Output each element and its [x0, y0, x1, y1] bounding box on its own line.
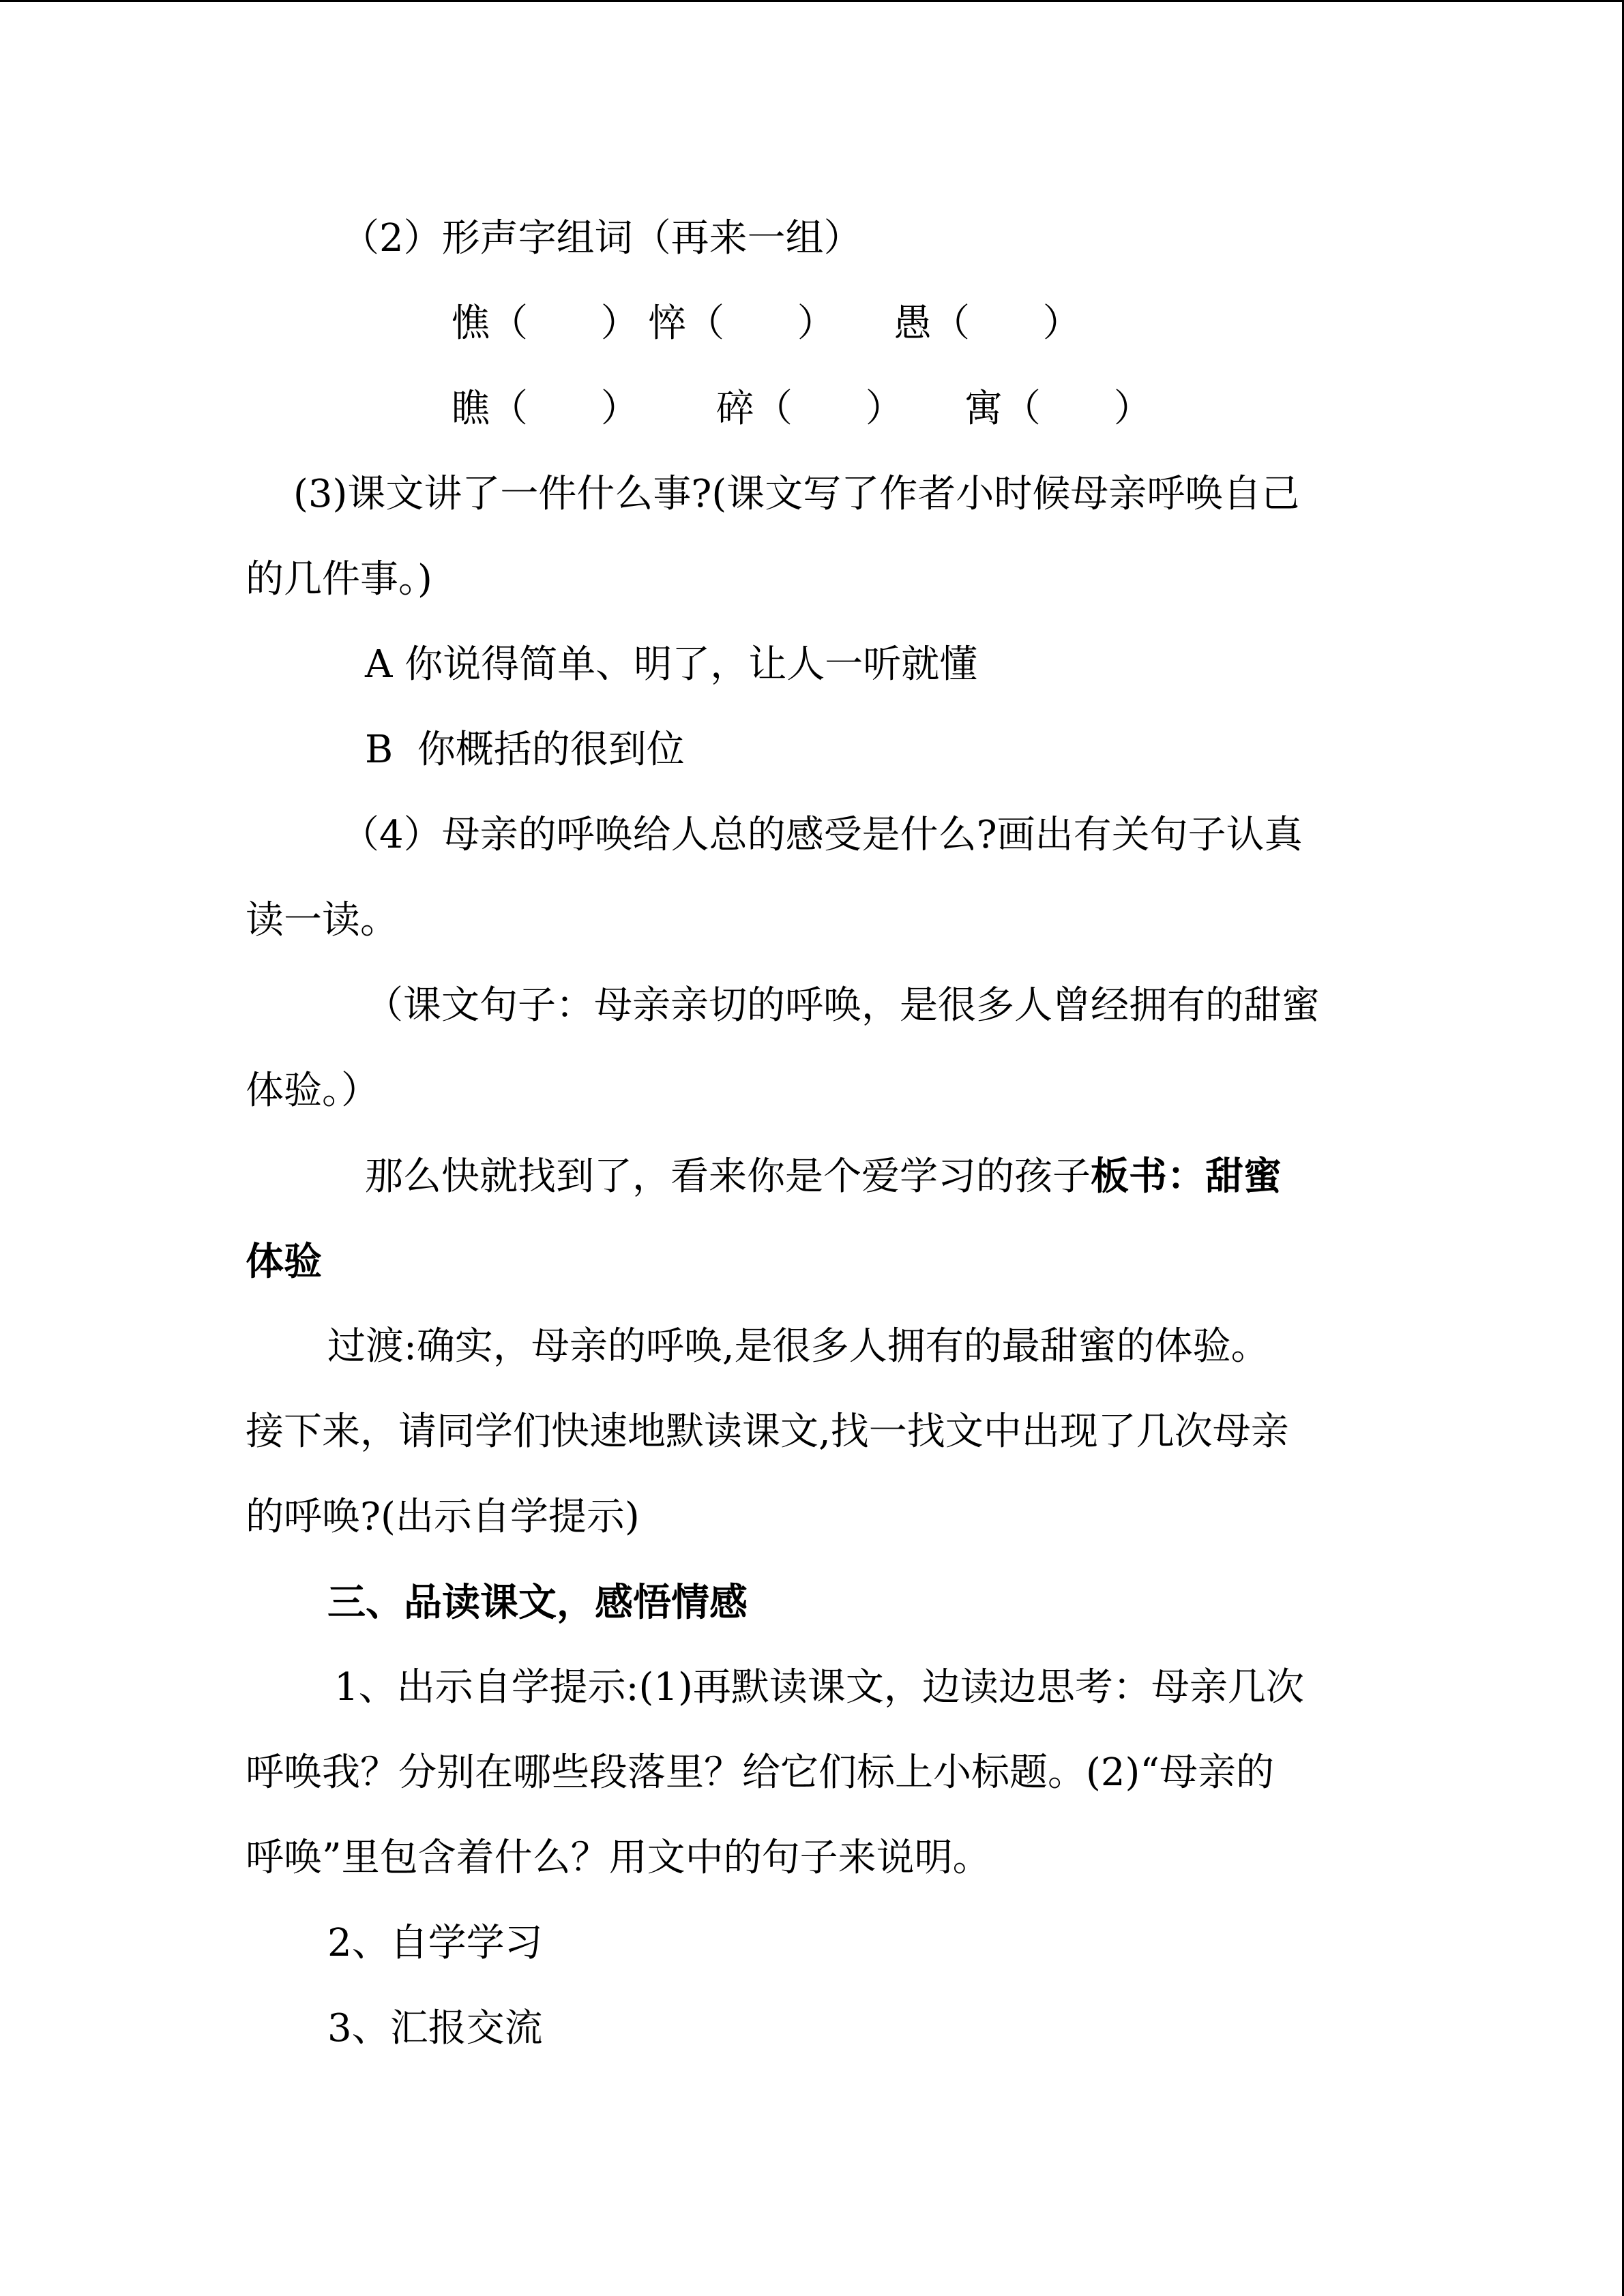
- word-blank: （ ）: [490, 387, 639, 431]
- transition-line3: 的呼唤?(出示自学提示): [246, 1495, 640, 1539]
- word-blank: （ ）: [754, 387, 904, 431]
- item-3-line2: 的几件事。): [246, 557, 432, 601]
- item-3-line1: (3)课文讲了一件什么事?(课文写了作者小时候母亲呼唤自己: [293, 472, 1300, 516]
- top-border: [0, 0, 1624, 2]
- feedback-text: 那么快就找到了，看来你是个爱学习的孩子: [365, 1154, 1091, 1199]
- word-char-yu2: 寓: [964, 387, 1003, 431]
- step-3: 3、汇报交流: [327, 2006, 543, 2051]
- word-blank: （ ）: [686, 301, 836, 346]
- step-1-line3: 呼唤”里包含着什么？用文中的句子来说明。: [246, 1836, 991, 1880]
- step-1-line2: 呼唤我？分别在哪些段落里？给它们标上小标题。(2)“母亲的: [246, 1750, 1274, 1795]
- word-blank: （ ）: [1003, 387, 1152, 431]
- praise-a: A 你说得简单、明了，让人一听就懂: [365, 642, 978, 687]
- item-4-line1: （4）母亲的呼唤给人总的感受是什么?画出有关句子认真: [341, 813, 1303, 857]
- word-char-sui: 碎: [716, 387, 754, 431]
- transition-line2: 接下来，请同学们快速地默读课文,找一找文中出现了几次母亲: [246, 1410, 1289, 1454]
- item-4-line2: 读一读。: [246, 898, 398, 942]
- step-1-line1: 1、出示自学提示:(1)再默读课文，边读边思考：母亲几次: [334, 1665, 1304, 1710]
- feedback-line: [365, 1152, 1282, 1201]
- word-blank: （ ）: [490, 301, 639, 346]
- word-char-yu: 愚: [894, 301, 932, 346]
- board-writing-label: 板书：甜蜜: [1091, 1154, 1282, 1199]
- item-2-title: （2）形声字组词（再来一组）: [341, 216, 862, 260]
- text-quote-line1: （课文句子：母亲亲切的呼唤，是很多人曾经拥有的甜蜜: [365, 983, 1320, 1028]
- word-char-qiao2: 瞧: [452, 387, 490, 431]
- section-heading-3: 三、品读课文，感悟情感: [327, 1580, 748, 1625]
- step-2: 2、自学学习: [327, 1921, 543, 1965]
- word-char-cui: 悴: [648, 301, 686, 346]
- transition-line1: 过渡:确实，母亲的呼唤,是很多人拥有的最甜蜜的体验。: [327, 1324, 1269, 1369]
- word-blank: （ ）: [932, 301, 1081, 346]
- praise-b: B 你概括的很到位: [365, 728, 685, 772]
- word-char-qiao: 憔: [452, 301, 490, 346]
- text-quote-line2: 体验。）: [246, 1069, 379, 1113]
- board-writing-cont: 体验: [246, 1239, 322, 1284]
